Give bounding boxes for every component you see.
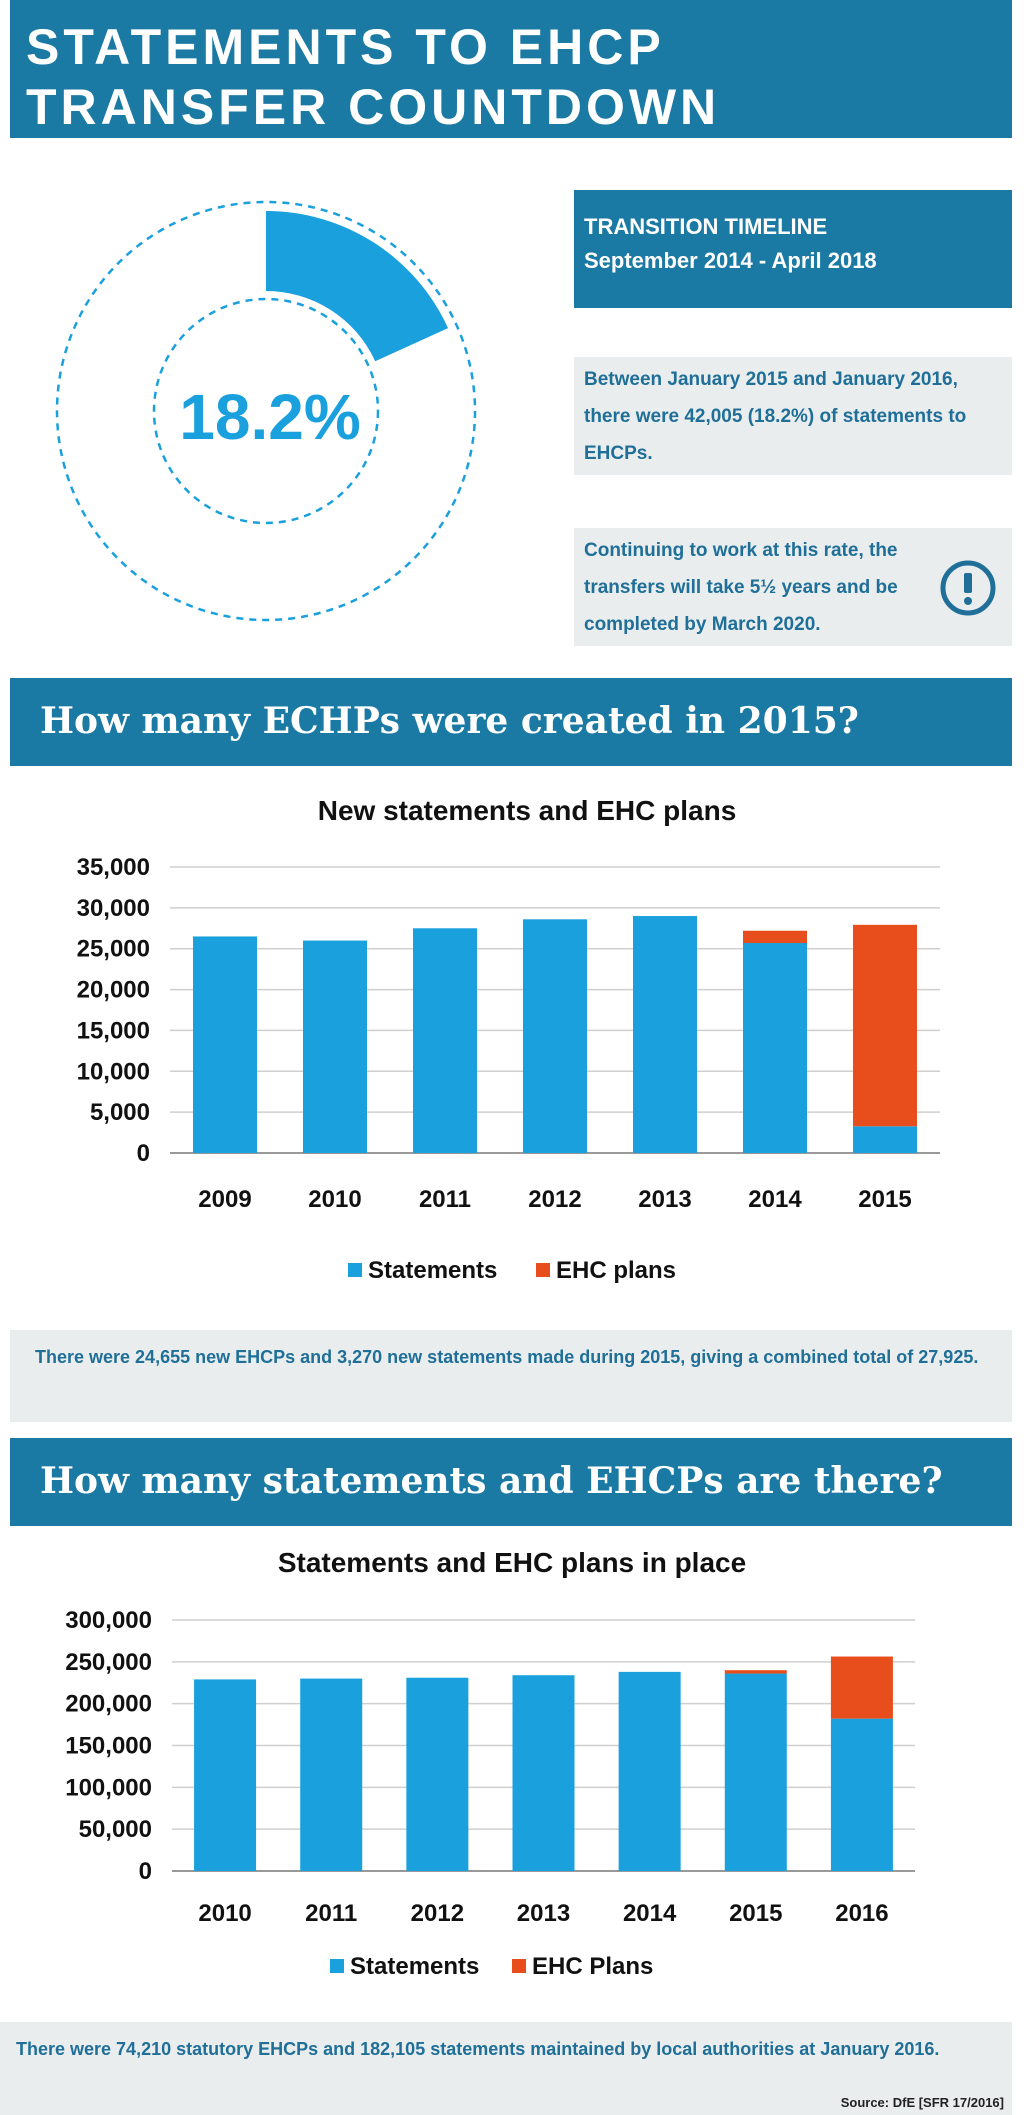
bar-ehc-plans — [725, 1670, 787, 1673]
y-tick-label: 250,000 — [65, 1648, 152, 1676]
y-tick-label: 25,000 — [76, 935, 150, 963]
chart-in-place — [0, 1530, 1024, 2010]
legend-swatch-ehc-plans — [512, 1959, 526, 1973]
exclamation-icon — [938, 558, 998, 618]
title-banner — [10, 0, 1012, 138]
x-tick-label: 2015 — [729, 1900, 783, 1927]
y-tick-label: 5,000 — [89, 1099, 150, 1127]
note-text-2016: There were 74,210 statutory EHCPs and 182,105 statements maintained by local authorities at January 2016. — [16, 2039, 940, 2059]
section-heading-in-place: How many statements and EHCPs are there? — [40, 1460, 943, 1502]
note-box-2015 — [10, 1330, 1012, 1422]
chart-title: New statements and EHC plans — [317, 795, 737, 826]
legend-swatch-statements — [348, 1263, 362, 1277]
y-tick-label: 10,000 — [76, 1058, 150, 1086]
y-tick-label: 50,000 — [78, 1816, 152, 1844]
x-tick-label: 2010 — [198, 1900, 252, 1927]
bar-statements — [413, 928, 477, 1153]
fact-text-rate: Continuing to work at this rate, the transfers will take 5½ years and be completed by March 2020. — [584, 540, 898, 635]
legend-swatch-ehc-plans — [536, 1263, 550, 1277]
bar-statements — [831, 1719, 893, 1871]
donut-percent-label: 18.2% — [179, 381, 361, 453]
bar-statements — [743, 943, 807, 1153]
bar-statements — [523, 919, 587, 1153]
y-tick-label: 200,000 — [65, 1690, 152, 1718]
x-tick-label: 2010 — [308, 1186, 362, 1213]
bar-statements — [406, 1678, 468, 1871]
bar-statements — [303, 941, 367, 1153]
note-text-2015: There were 24,655 new EHCPs and 3,270 new statements made during 2015, giving a combined total of 27,925. — [35, 1347, 979, 1367]
x-tick-label: 2011 — [418, 1186, 472, 1213]
y-tick-label: 300,000 — [65, 1607, 152, 1634]
fact-text-transfers: Between January 2015 and January 2016, there were 42,005 (18.2%) of statements to EHCPs. — [584, 369, 967, 464]
section-banner-created — [10, 678, 1012, 766]
x-tick-label: 2016 — [835, 1900, 889, 1927]
x-tick-label: 2014 — [622, 1900, 677, 1927]
source-credit: Source: DfE [SFR 17/2016] — [840, 2095, 1004, 2110]
bar-ehc-plans — [853, 925, 917, 1126]
legend-label-ehc-plans: EHC plans — [556, 1257, 677, 1284]
x-tick-label: 2013 — [638, 1186, 692, 1213]
bar-statements — [633, 916, 697, 1153]
legend-swatch-statements — [330, 1959, 344, 1973]
note-box-2016 — [0, 2022, 1012, 2115]
section-heading-created: How many ECHPs were created in 2015? — [40, 700, 859, 742]
x-tick-label: 2012 — [410, 1900, 465, 1927]
x-tick-label: 2009 — [198, 1186, 252, 1213]
timeline-box — [574, 190, 1012, 308]
bar-statements — [193, 936, 257, 1153]
y-tick-label: 30,000 — [76, 894, 150, 922]
section-banner-in-place — [10, 1438, 1012, 1526]
legend-label-statements: Statements — [368, 1257, 498, 1284]
bar-statements — [853, 1126, 917, 1153]
bar-ehc-plans — [743, 931, 807, 943]
y-tick-label: 100,000 — [65, 1774, 152, 1802]
bar-statements — [300, 1679, 362, 1871]
y-tick-label: 0 — [136, 1140, 150, 1167]
y-tick-label: 35,000 — [76, 854, 150, 881]
y-tick-label: 150,000 — [65, 1732, 152, 1760]
page-title-line1: STATEMENTS TO EHCP — [26, 19, 665, 75]
timeline-heading: TRANSITION TIMELINE — [584, 214, 828, 239]
chart-title: Statements and EHC plans in place — [277, 1547, 747, 1578]
bar-statements — [725, 1674, 787, 1871]
x-tick-label: 2015 — [858, 1186, 912, 1213]
bar-statements — [619, 1672, 681, 1871]
page-title-line2: TRANSFER COUNTDOWN — [26, 79, 721, 135]
chart-new-statements — [0, 770, 1024, 1300]
legend-label-statements: Statements — [350, 1953, 480, 1980]
fact-box-transfers — [574, 357, 1012, 475]
bar-statements — [513, 1675, 575, 1871]
x-tick-label: 2012 — [528, 1186, 582, 1213]
x-tick-label: 2013 — [516, 1900, 571, 1927]
x-tick-label: 2014 — [748, 1186, 802, 1213]
y-tick-label: 15,000 — [76, 1017, 150, 1045]
timeline-range: September 2014 - April 2018 — [584, 248, 877, 273]
legend-label-ehc-plans: EHC Plans — [532, 1953, 654, 1980]
donut-progress-wedge — [266, 211, 448, 361]
bar-ehc-plans — [831, 1657, 893, 1719]
y-tick-label: 20,000 — [76, 976, 150, 1004]
y-tick-label: 0 — [138, 1858, 152, 1885]
fact-box-rate — [574, 528, 1012, 646]
bar-statements — [194, 1679, 256, 1871]
x-tick-label: 2011 — [305, 1900, 358, 1927]
